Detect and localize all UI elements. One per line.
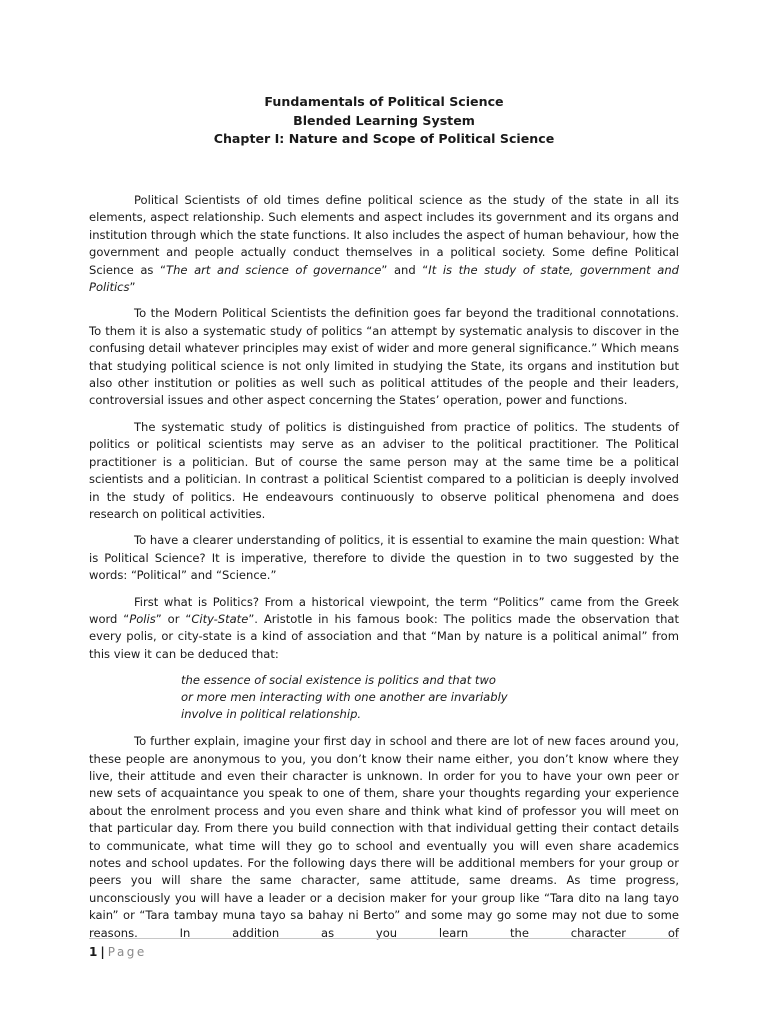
paragraph-5-italic-d: City-State — [191, 611, 249, 626]
paragraph-4: To have a clearer understanding of politics, it is essential to examine the main question: What is Political Science? It is imperative, therefore to divide the question in to two suggested by the words: “Political” and “Science.” — [89, 533, 679, 583]
paragraph-5-italic-b: Polis — [129, 611, 156, 626]
paragraph-5-text-a: First what is Politics? From a historical viewpoint, the term “Politics” came from the Greek word “ — [89, 594, 679, 626]
paragraph-5-text-e: ”. Aristotle in his famous book: The politics made the observation that every polis, or city-state is a kind of association and that “Man by nature is a political animal” from this view it can be deduced that: — [89, 611, 679, 661]
course-subtitle: Blended Learning System — [293, 112, 475, 128]
paragraph-1-italic-b: The art and science of governance — [166, 262, 382, 277]
page-number: 1 — [89, 945, 98, 959]
paragraph-1-text-e: ” — [129, 280, 136, 295]
paragraph-2: To the Modern Political Scientists the definition goes far beyond the traditional connotations. To them it is also a systematic study of politics “an attempt by systematic analysis to discover in the confusing detail whatever principles may exist of wider and more general significance.” Which means that studying political science is not only limited in studying the State, its organs and institution but also other institution or polities as well such as political attitudes of the people and their leaders, controversial issues and other aspect concerning the States’ operation, power and functions. — [89, 306, 679, 408]
footer-separator: | — [100, 945, 105, 959]
page-label: Page — [107, 945, 147, 959]
paragraph-5-text-c: ” or “ — [155, 611, 192, 626]
paragraph-6: To further explain, imagine your first day in school and there are lot of new faces around you, these people are anonymous to you, you don’t know their name either, you don’t know where they live, their attitude and even their character is unknown. In order for you to have your own peer or new sets of acquaintance you speak to one of them, share your thoughts regarding your experience about the enrolment process and you even share and think what kind of professor you will meet on that particular day. From there you build connection with that individual getting their contact details to communicate, what time will they go to school and eventually you will even share academics notes and school updates. For the following days there will be additional members for your group or peers you will share the same character, same attitude, same dreams. As time progress, unconsciously you will have a leader or a decision maker for your group like “Tara dito na lang tayo kain” or “Tara tambay muna tayo sa bahay ni Berto” and some may go some may not due to some reasons. In addition as you learn the character of — [89, 734, 679, 940]
paragraph-3: The systematic study of politics is distinguished from practice of politics. The students of politics or political scientists may serve as an adviser to the political practitioner. The Political practitioner is a politician. But of course the same person may at the same time be a political scientists and a politician. In contrast a political Scientist compared to a politician is deeply involved in the study of politics. He endeavours continuously to observe political phenomena and does research on political activities. — [89, 419, 679, 521]
paragraph-1-italic-d: It is the study of state, government and Politics — [89, 262, 679, 295]
paragraph-1 — [89, 192, 679, 296]
document-header — [0, 93, 768, 149]
block-quote: the essence of social existence is politics and that two or more men interacting with one another are invariably involve in political relationship. — [181, 673, 508, 722]
paragraph-5 — [89, 594, 679, 664]
chapter-title: Chapter I: Nature and Scope of Political Science — [213, 131, 555, 146]
page-footer — [89, 944, 147, 960]
document-body — [89, 192, 679, 951]
footer-divider — [89, 938, 679, 939]
paragraph-1-text-c: ” and “ — [381, 262, 429, 277]
paragraph-1-text-a: Political Scientists of old times define political science as the study of the state in all its elements, aspect relationship. Such elements and aspect includes its government and its organs and institution through which the state functions. It also includes the aspect of human behaviour, how the government and people actually conduct themselves in a political society. Some define Political Science as “ — [89, 193, 679, 277]
course-title: Fundamentals of Political Science — [264, 94, 504, 109]
